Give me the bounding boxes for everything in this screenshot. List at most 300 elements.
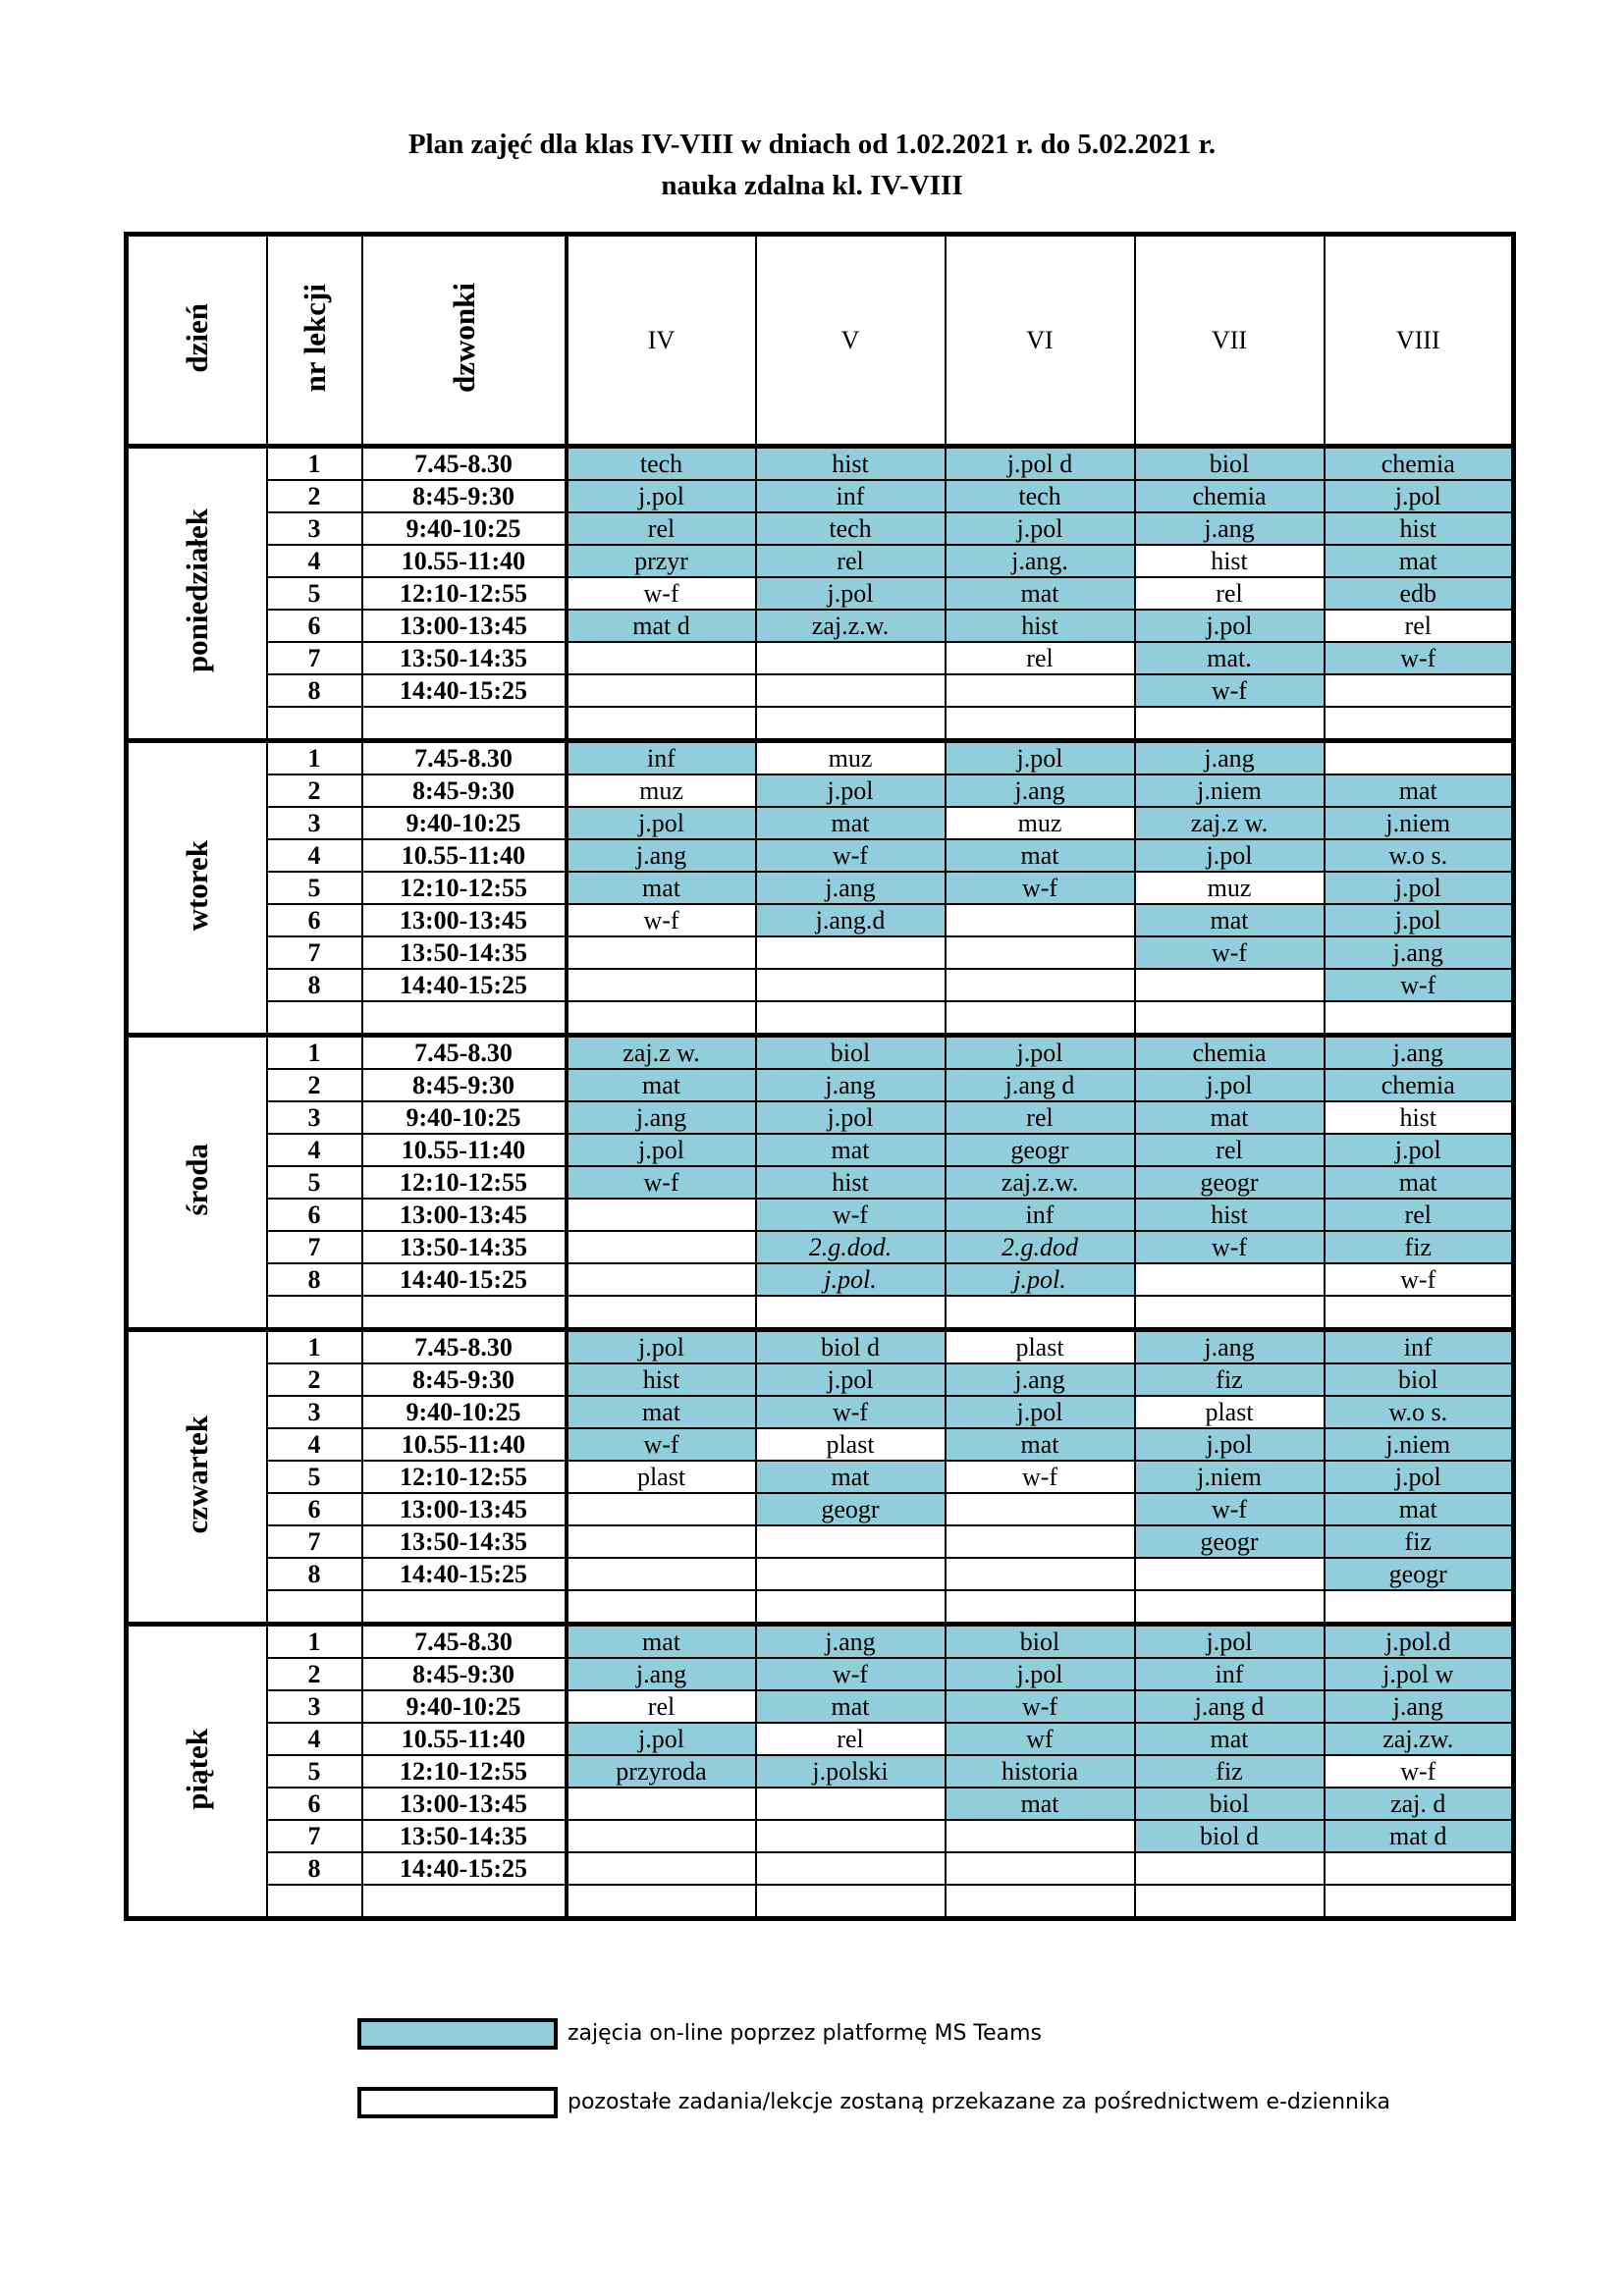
lesson-cell-class-vii: muz — [1135, 872, 1325, 904]
lesson-cell-class-vi: rel — [946, 642, 1135, 674]
lesson-cell-class-vii — [1135, 1001, 1325, 1036]
lesson-cell-class-iv — [567, 1590, 756, 1625]
table-row — [127, 936, 1514, 969]
lesson-cell-class-iv — [567, 1001, 756, 1036]
lesson-cell-class-vi: j.ang — [946, 774, 1135, 807]
lesson-number: 2 — [267, 774, 362, 807]
lesson-cell-class-vi: j.pol — [946, 1036, 1135, 1070]
table-row — [127, 1036, 1514, 1070]
lesson-cell-class-iv: przyroda — [567, 1755, 756, 1788]
lesson-cell-class-vi: rel — [946, 1101, 1135, 1134]
bell-time: 10.55-11:40 — [362, 1134, 567, 1166]
lesson-cell-class-v — [756, 1296, 946, 1330]
header-class-vi: VI — [946, 235, 1135, 447]
lesson-cell-class-vi: historia — [946, 1755, 1135, 1788]
day-cell — [127, 1625, 267, 1919]
table-row — [127, 642, 1514, 674]
table-row — [127, 1820, 1514, 1852]
table-row — [127, 545, 1514, 577]
lesson-cell-class-vi: plast — [946, 1330, 1135, 1364]
lesson-number: 2 — [267, 1658, 362, 1690]
lesson-cell-class-viii: j.ang — [1325, 936, 1514, 969]
bell-time: 8:45-9:30 — [362, 1069, 567, 1101]
bell-time — [362, 1001, 567, 1036]
lesson-cell-class-v: j.pol — [756, 774, 946, 807]
table-row — [127, 1558, 1514, 1590]
lesson-cell-class-viii: mat — [1325, 1493, 1514, 1525]
day-label: poniedziałek — [180, 508, 215, 673]
bell-time: 10.55-11:40 — [362, 839, 567, 872]
bell-time: 13:00-13:45 — [362, 1493, 567, 1525]
bell-time: 13:00-13:45 — [362, 610, 567, 642]
lesson-cell-class-vi: biol — [946, 1625, 1135, 1659]
lesson-cell-class-iv: przyr — [567, 545, 756, 577]
table-row — [127, 1428, 1514, 1461]
lesson-cell-class-viii: j.pol — [1325, 872, 1514, 904]
lesson-cell-class-vi — [946, 674, 1135, 707]
bell-time — [362, 1590, 567, 1625]
schedule-table — [124, 232, 1516, 1921]
lesson-cell-class-viii — [1325, 1001, 1514, 1036]
lesson-cell-class-viii — [1325, 1590, 1514, 1625]
lesson-cell-class-vi: mat — [946, 577, 1135, 610]
table-row — [127, 610, 1514, 642]
table-row — [127, 674, 1514, 707]
legend-online-label: zajęcia on-line poprzez platformę MS Teams — [568, 2021, 1043, 2046]
lesson-cell-class-iv: mat — [567, 1396, 756, 1428]
lesson-cell-class-viii: biol — [1325, 1363, 1514, 1396]
lesson-cell-class-vii: j.niem — [1135, 774, 1325, 807]
header-bells: dzwonki — [362, 235, 567, 447]
lesson-cell-class-v — [756, 1788, 946, 1820]
bell-time: 8:45-9:30 — [362, 774, 567, 807]
lesson-number: 7 — [267, 1820, 362, 1852]
lesson-cell-class-viii: j.pol — [1325, 904, 1514, 936]
lesson-cell-class-viii: inf — [1325, 1330, 1514, 1364]
lesson-cell-class-vi: muz — [946, 807, 1135, 839]
lesson-cell-class-v — [756, 936, 946, 969]
lesson-number: 4 — [267, 1134, 362, 1166]
lesson-cell-class-vii: mat. — [1135, 642, 1325, 674]
lesson-cell-class-v: mat — [756, 1134, 946, 1166]
table-row — [127, 1525, 1514, 1558]
bell-time: 9:40-10:25 — [362, 1396, 567, 1428]
lesson-cell-class-iv — [567, 969, 756, 1001]
lesson-cell-class-v: j.ang — [756, 1625, 946, 1659]
table-row — [127, 904, 1514, 936]
lesson-cell-class-vi — [946, 1493, 1135, 1525]
page-subtitle: nauka zdalna kl. IV-VIII — [661, 170, 963, 201]
lesson-cell-class-v: j.ang — [756, 1069, 946, 1101]
header-class-v: V — [756, 235, 946, 447]
lesson-cell-class-iv — [567, 1231, 756, 1263]
lesson-cell-class-v: biol d — [756, 1330, 946, 1364]
bell-time: 13:00-13:45 — [362, 1788, 567, 1820]
lesson-number: 4 — [267, 1723, 362, 1755]
table-row — [127, 1625, 1514, 1659]
lesson-cell-class-iv: muz — [567, 774, 756, 807]
table-row — [127, 1263, 1514, 1296]
lesson-cell-class-vi — [946, 707, 1135, 741]
table-row — [127, 1296, 1514, 1330]
lesson-cell-class-iv: j.ang — [567, 839, 756, 872]
lesson-cell-class-vi — [946, 1525, 1135, 1558]
table-row — [127, 1723, 1514, 1755]
lesson-cell-class-vii: fiz — [1135, 1755, 1325, 1788]
lesson-cell-class-viii: zaj. d — [1325, 1788, 1514, 1820]
lesson-cell-class-viii: fiz — [1325, 1525, 1514, 1558]
lesson-cell-class-iv: rel — [567, 512, 756, 545]
table-row — [127, 1166, 1514, 1199]
lesson-cell-class-vi — [946, 1820, 1135, 1852]
lesson-cell-class-viii: mat — [1325, 545, 1514, 577]
table-row — [127, 969, 1514, 1001]
lesson-cell-class-vii: inf — [1135, 1658, 1325, 1690]
lesson-cell-class-vii: hist — [1135, 545, 1325, 577]
lesson-cell-class-vii: hist — [1135, 1199, 1325, 1231]
lesson-cell-class-viii: w-f — [1325, 642, 1514, 674]
lesson-cell-class-viii: j.niem — [1325, 1428, 1514, 1461]
lesson-cell-class-vii: biol d — [1135, 1820, 1325, 1852]
lesson-cell-class-vii: plast — [1135, 1396, 1325, 1428]
lesson-cell-class-viii — [1325, 707, 1514, 741]
lesson-cell-class-v — [756, 1820, 946, 1852]
table-row — [127, 1231, 1514, 1263]
lesson-cell-class-viii — [1325, 741, 1514, 775]
lesson-number — [267, 707, 362, 741]
bell-time: 7.45-8.30 — [362, 1625, 567, 1659]
table-row — [127, 1788, 1514, 1820]
lesson-number: 4 — [267, 839, 362, 872]
lesson-number: 8 — [267, 1852, 362, 1885]
legend-offline-label: pozostałe zadania/lekcje zostaną przekazane za pośrednictwem e-dziennika — [568, 2090, 1390, 2114]
lesson-cell-class-v — [756, 642, 946, 674]
lesson-number: 6 — [267, 1199, 362, 1231]
lesson-cell-class-v — [756, 1852, 946, 1885]
lesson-cell-class-vi: hist — [946, 610, 1135, 642]
lesson-cell-class-v: plast — [756, 1428, 946, 1461]
lesson-cell-class-viii: j.niem — [1325, 807, 1514, 839]
lesson-cell-class-v: mat — [756, 1461, 946, 1493]
lesson-cell-class-vii: w-f — [1135, 674, 1325, 707]
lesson-cell-class-v: j.polski — [756, 1755, 946, 1788]
lesson-number: 8 — [267, 1263, 362, 1296]
lesson-cell-class-vii: rel — [1135, 1134, 1325, 1166]
table-row — [127, 447, 1514, 481]
lesson-number: 1 — [267, 447, 362, 481]
bell-time: 14:40-15:25 — [362, 969, 567, 1001]
lesson-cell-class-vii — [1135, 1885, 1325, 1919]
lesson-cell-class-vi — [946, 1590, 1135, 1625]
lesson-cell-class-v: inf — [756, 480, 946, 512]
lesson-cell-class-vii: j.pol — [1135, 1625, 1325, 1659]
lesson-cell-class-v: geogr — [756, 1493, 946, 1525]
lesson-cell-class-vii: j.ang d — [1135, 1690, 1325, 1723]
bell-time: 10.55-11:40 — [362, 1723, 567, 1755]
lesson-cell-class-vi: mat — [946, 839, 1135, 872]
table-row — [127, 1330, 1514, 1364]
lesson-cell-class-vii: j.pol — [1135, 1069, 1325, 1101]
bell-time: 14:40-15:25 — [362, 1263, 567, 1296]
lesson-number: 5 — [267, 1461, 362, 1493]
lesson-cell-class-vi — [946, 936, 1135, 969]
lesson-cell-class-viii: w-f — [1325, 1263, 1514, 1296]
lesson-cell-class-vii: w-f — [1135, 1493, 1325, 1525]
lesson-number: 8 — [267, 1558, 362, 1590]
bell-time: 12:10-12:55 — [362, 1166, 567, 1199]
lesson-cell-class-vi — [946, 904, 1135, 936]
lesson-cell-class-iv: w-f — [567, 1428, 756, 1461]
lesson-cell-class-v: hist — [756, 447, 946, 481]
bell-time: 9:40-10:25 — [362, 1101, 567, 1134]
lesson-cell-class-iv: w-f — [567, 904, 756, 936]
lesson-cell-class-v — [756, 1885, 946, 1919]
lesson-cell-class-vii: j.ang — [1135, 512, 1325, 545]
bell-time: 13:50-14:35 — [362, 936, 567, 969]
lesson-cell-class-v: j.ang — [756, 872, 946, 904]
lesson-cell-class-iv — [567, 1199, 756, 1231]
lesson-cell-class-viii — [1325, 1885, 1514, 1919]
lesson-cell-class-iv — [567, 1263, 756, 1296]
lesson-cell-class-v: zaj.z.w. — [756, 610, 946, 642]
table-row — [127, 872, 1514, 904]
lesson-cell-class-vi: j.pol — [946, 1658, 1135, 1690]
bell-time: 7.45-8.30 — [362, 1036, 567, 1070]
table-row — [127, 1590, 1514, 1625]
lesson-number — [267, 1001, 362, 1036]
lesson-number — [267, 1296, 362, 1330]
table-row — [127, 1199, 1514, 1231]
header-day: dzień — [127, 235, 267, 447]
header-class-viii: VIII — [1325, 235, 1514, 447]
lesson-cell-class-vii: j.ang — [1135, 741, 1325, 775]
table-row — [127, 774, 1514, 807]
lesson-cell-class-iv: w-f — [567, 577, 756, 610]
lesson-cell-class-iv — [567, 1296, 756, 1330]
bell-time: 12:10-12:55 — [362, 577, 567, 610]
lesson-cell-class-vii — [1135, 1263, 1325, 1296]
lesson-number: 3 — [267, 1396, 362, 1428]
bell-time: 7.45-8.30 — [362, 1330, 567, 1364]
lesson-cell-class-iv: j.ang — [567, 1101, 756, 1134]
lesson-cell-class-v: w-f — [756, 839, 946, 872]
lesson-cell-class-viii — [1325, 1852, 1514, 1885]
lesson-number: 1 — [267, 1330, 362, 1364]
lesson-number: 7 — [267, 642, 362, 674]
table-row — [127, 1690, 1514, 1723]
lesson-number: 2 — [267, 1069, 362, 1101]
lesson-cell-class-vii: chemia — [1135, 1036, 1325, 1070]
table-row — [127, 1885, 1514, 1919]
lesson-cell-class-viii — [1325, 674, 1514, 707]
lesson-number: 6 — [267, 1788, 362, 1820]
lesson-cell-class-iv — [567, 1493, 756, 1525]
lesson-cell-class-viii: mat — [1325, 1166, 1514, 1199]
lesson-cell-class-v — [756, 674, 946, 707]
lesson-cell-class-v: biol — [756, 1036, 946, 1070]
lesson-cell-class-iv — [567, 1788, 756, 1820]
lesson-number: 6 — [267, 904, 362, 936]
day-cell — [127, 1330, 267, 1625]
lesson-cell-class-vi: 2.g.dod — [946, 1231, 1135, 1263]
bell-time: 14:40-15:25 — [362, 1852, 567, 1885]
table-row — [127, 1755, 1514, 1788]
lesson-number: 4 — [267, 1428, 362, 1461]
lesson-cell-class-vii: mat — [1135, 904, 1325, 936]
lesson-cell-class-iv — [567, 1525, 756, 1558]
lesson-cell-class-vii: j.niem — [1135, 1461, 1325, 1493]
table-row — [127, 1001, 1514, 1036]
legend-offline-swatch — [357, 2087, 558, 2118]
lesson-cell-class-v: j.pol — [756, 577, 946, 610]
lesson-cell-class-v — [756, 1001, 946, 1036]
table-row — [127, 1363, 1514, 1396]
bell-time: 7.45-8.30 — [362, 447, 567, 481]
lesson-cell-class-vii: geogr — [1135, 1166, 1325, 1199]
lesson-cell-class-iv — [567, 936, 756, 969]
lesson-cell-class-vii: biol — [1135, 1788, 1325, 1820]
lesson-cell-class-vii: biol — [1135, 447, 1325, 481]
lesson-cell-class-vi: tech — [946, 480, 1135, 512]
lesson-cell-class-vi: geogr — [946, 1134, 1135, 1166]
lesson-number: 3 — [267, 512, 362, 545]
header-row — [127, 235, 1514, 447]
table-row — [127, 1658, 1514, 1690]
lesson-cell-class-viii: j.pol.d — [1325, 1625, 1514, 1659]
lesson-cell-class-vi: mat — [946, 1428, 1135, 1461]
lesson-cell-class-vii: zaj.z w. — [1135, 807, 1325, 839]
lesson-cell-class-vii: j.pol — [1135, 839, 1325, 872]
lesson-cell-class-vi: j.ang. — [946, 545, 1135, 577]
lesson-cell-class-vii: geogr — [1135, 1525, 1325, 1558]
lesson-number: 1 — [267, 1625, 362, 1659]
bell-time: 13:50-14:35 — [362, 1820, 567, 1852]
lesson-cell-class-vi — [946, 1558, 1135, 1590]
bell-time: 14:40-15:25 — [362, 674, 567, 707]
bell-time: 13:50-14:35 — [362, 1231, 567, 1263]
lesson-cell-class-iv — [567, 642, 756, 674]
lesson-cell-class-v: j.pol — [756, 1101, 946, 1134]
table-row — [127, 512, 1514, 545]
lesson-cell-class-iv: inf — [567, 741, 756, 775]
header-class-vii: VII — [1135, 235, 1325, 447]
day-label: piątek — [180, 1728, 215, 1810]
lesson-cell-class-viii: rel — [1325, 610, 1514, 642]
bell-time: 10.55-11:40 — [362, 545, 567, 577]
lesson-cell-class-v — [756, 1558, 946, 1590]
lesson-cell-class-iv — [567, 674, 756, 707]
lesson-number: 8 — [267, 969, 362, 1001]
table-row — [127, 707, 1514, 741]
lesson-cell-class-v: j.pol. — [756, 1263, 946, 1296]
lesson-cell-class-vi: j.pol d — [946, 447, 1135, 481]
lesson-number: 1 — [267, 741, 362, 775]
lesson-cell-class-viii: fiz — [1325, 1231, 1514, 1263]
lesson-cell-class-iv: mat — [567, 872, 756, 904]
lesson-cell-class-viii: chemia — [1325, 447, 1514, 481]
lesson-cell-class-viii: rel — [1325, 1199, 1514, 1231]
lesson-cell-class-v: w-f — [756, 1658, 946, 1690]
lesson-cell-class-vi: j.pol. — [946, 1263, 1135, 1296]
lesson-cell-class-vii: chemia — [1135, 480, 1325, 512]
bell-time: 9:40-10:25 — [362, 1690, 567, 1723]
day-cell — [127, 447, 267, 741]
lesson-cell-class-vii: mat — [1135, 1101, 1325, 1134]
table-row — [127, 577, 1514, 610]
lesson-cell-class-v — [756, 707, 946, 741]
lesson-cell-class-vii — [1135, 969, 1325, 1001]
lesson-number: 5 — [267, 1166, 362, 1199]
lesson-cell-class-iv: j.pol — [567, 480, 756, 512]
lesson-cell-class-v: rel — [756, 1723, 946, 1755]
lesson-cell-class-vi — [946, 969, 1135, 1001]
table-row — [127, 1461, 1514, 1493]
lesson-number: 8 — [267, 674, 362, 707]
lesson-cell-class-viii: j.ang — [1325, 1690, 1514, 1723]
lesson-cell-class-viii: w.o s. — [1325, 1396, 1514, 1428]
lesson-cell-class-vi: j.pol — [946, 741, 1135, 775]
lesson-cell-class-vi: wf — [946, 1723, 1135, 1755]
lesson-cell-class-vi — [946, 1885, 1135, 1919]
bell-time: 12:10-12:55 — [362, 1755, 567, 1788]
lesson-number — [267, 1885, 362, 1919]
lesson-cell-class-v: w-f — [756, 1396, 946, 1428]
lesson-cell-class-v — [756, 1590, 946, 1625]
table-row — [127, 1396, 1514, 1428]
lesson-cell-class-viii: w.o s. — [1325, 839, 1514, 872]
lesson-cell-class-viii: j.pol w — [1325, 1658, 1514, 1690]
lesson-cell-class-vii — [1135, 1852, 1325, 1885]
lesson-cell-class-viii: hist — [1325, 512, 1514, 545]
lesson-cell-class-vii — [1135, 707, 1325, 741]
lesson-cell-class-v: mat — [756, 1690, 946, 1723]
lesson-number: 3 — [267, 807, 362, 839]
table-row — [127, 839, 1514, 872]
bell-time: 12:10-12:55 — [362, 872, 567, 904]
lesson-cell-class-viii: zaj.zw. — [1325, 1723, 1514, 1755]
lesson-cell-class-viii: w-f — [1325, 969, 1514, 1001]
lesson-cell-class-iv: mat — [567, 1625, 756, 1659]
page-title: Plan zajęć dla klas IV-VIII w dniach od 1.02.2021 r. do 5.02.2021 r. — [407, 129, 1217, 160]
lesson-cell-class-v: j.ang.d — [756, 904, 946, 936]
lesson-cell-class-vi — [946, 1296, 1135, 1330]
lesson-number: 5 — [267, 577, 362, 610]
lesson-cell-class-viii: mat d — [1325, 1820, 1514, 1852]
table-row — [127, 1101, 1514, 1134]
lesson-cell-class-vii: j.pol — [1135, 610, 1325, 642]
lesson-number: 1 — [267, 1036, 362, 1070]
day-cell — [127, 1036, 267, 1330]
lesson-cell-class-viii: j.pol — [1325, 480, 1514, 512]
lesson-cell-class-iv — [567, 1885, 756, 1919]
lesson-cell-class-iv: w-f — [567, 1166, 756, 1199]
lesson-cell-class-v — [756, 969, 946, 1001]
lesson-cell-class-iv: plast — [567, 1461, 756, 1493]
lesson-cell-class-iv: hist — [567, 1363, 756, 1396]
lesson-cell-class-vi: w-f — [946, 1461, 1135, 1493]
lesson-cell-class-vi — [946, 1001, 1135, 1036]
lesson-cell-class-vi — [946, 1852, 1135, 1885]
bell-time: 9:40-10:25 — [362, 512, 567, 545]
table-row — [127, 1134, 1514, 1166]
lesson-cell-class-iv — [567, 1558, 756, 1590]
lesson-cell-class-viii: j.pol — [1325, 1134, 1514, 1166]
lesson-number: 3 — [267, 1690, 362, 1723]
bell-time: 13:00-13:45 — [362, 904, 567, 936]
lesson-cell-class-vii — [1135, 1296, 1325, 1330]
day-label: wtorek — [180, 839, 215, 932]
table-row — [127, 480, 1514, 512]
